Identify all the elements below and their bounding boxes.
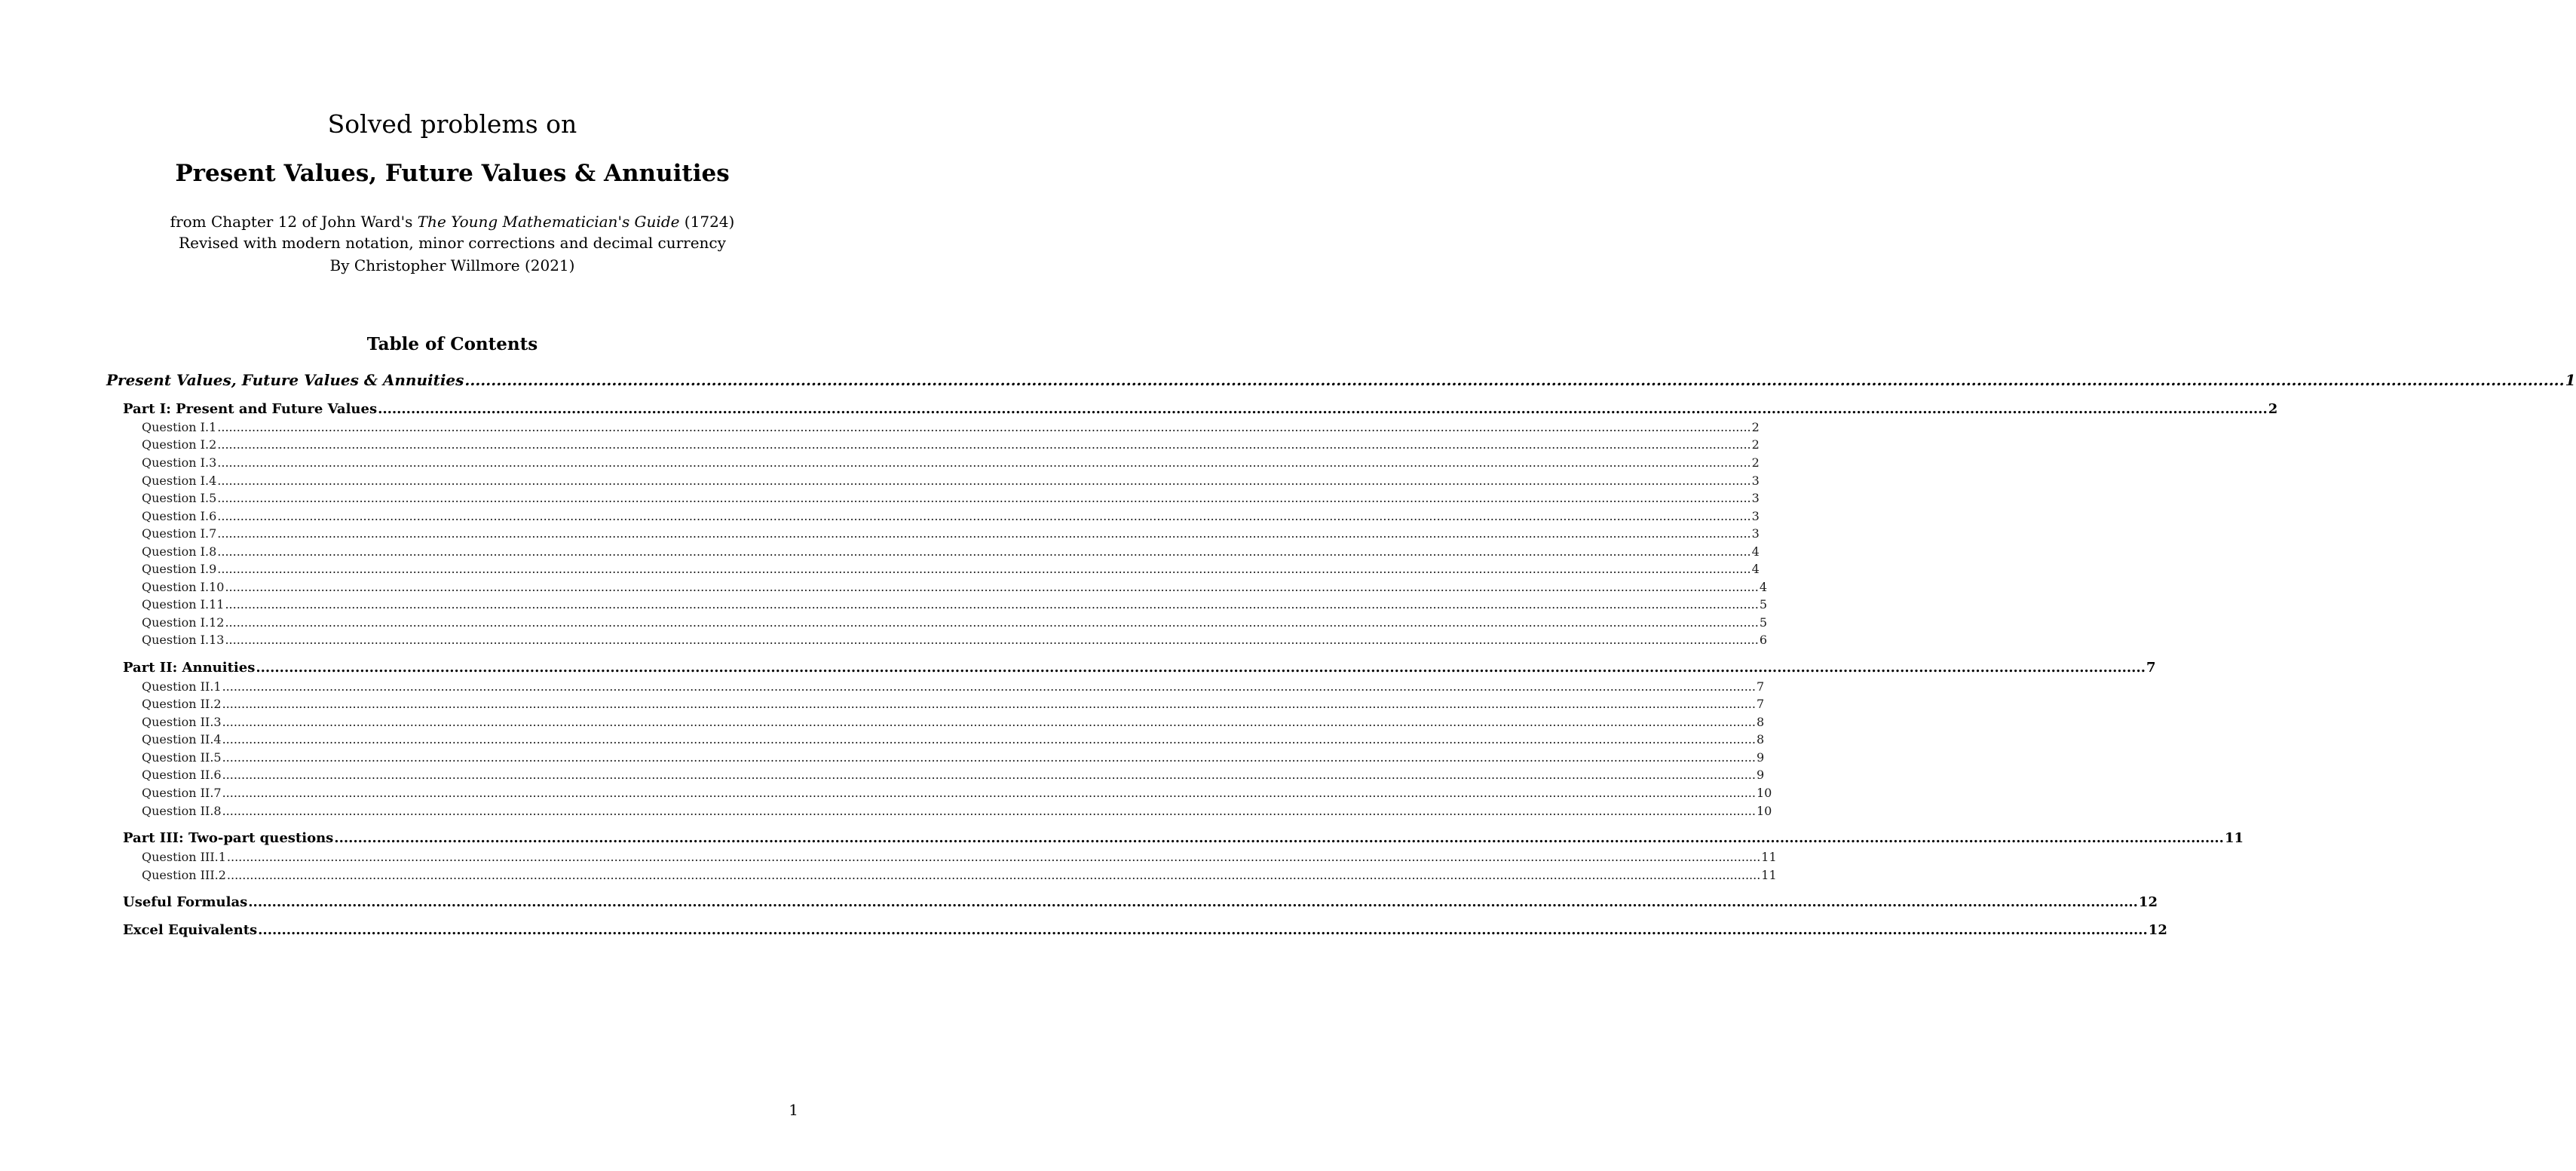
source-prefix: from Chapter 12 of John Ward's [170, 213, 418, 231]
toc-leader: ................................................................................................................................................................................................................................................................................................................................................................................................................ [217, 544, 1751, 559]
toc-leader: ................................................................................................................................................................................................................................................................................................................................................................................................................ [217, 455, 1751, 470]
toc-entry-page: 12 [2138, 894, 2158, 910]
toc-entry-question[interactable] [142, 866, 1777, 884]
toc-entry-label: Question I.13 [142, 633, 225, 647]
toc-entry-question[interactable] [142, 489, 1760, 507]
toc-entry-question[interactable] [142, 560, 1760, 578]
toc-leader: ................................................................................................................................................................................................................................................................................................................................................................................................................ [464, 371, 2565, 389]
toc-entry-label: Question I.8 [142, 544, 217, 559]
toc-entry-page: 3 [1751, 474, 1760, 488]
toc-entry-page: 8 [1756, 732, 1765, 746]
toc-leader: ................................................................................................................................................................................................................................................................................................................................................................................................................ [222, 697, 1756, 711]
toc-entry-page: 5 [1759, 597, 1767, 612]
toc-leader: ................................................................................................................................................................................................................................................................................................................................................................................................................ [226, 868, 1761, 882]
toc-entry-page: 9 [1756, 768, 1765, 782]
toc-leader: ................................................................................................................................................................................................................................................................................................................................................................................................................ [378, 401, 2268, 417]
toc-entry-page: 9 [1756, 750, 1765, 765]
toc-entry-label: Question II.3 [142, 715, 222, 729]
toc-entry-question[interactable] [142, 596, 1767, 614]
toc-leader: ................................................................................................................................................................................................................................................................................................................................................................................................................ [217, 509, 1751, 523]
toc-entry-question[interactable] [142, 436, 1760, 454]
source-line [0, 210, 905, 233]
toc-leader: ................................................................................................................................................................................................................................................................................................................................................................................................................ [334, 830, 2224, 846]
toc-entry-question[interactable] [142, 678, 1765, 696]
toc-entry-label: Question II.5 [142, 750, 222, 765]
toc-entry-part2[interactable] [123, 658, 2156, 678]
toc-entry-label: Question I.9 [142, 562, 217, 576]
toc-entry-label: Question I.6 [142, 509, 217, 523]
toc-entry-question[interactable] [142, 543, 1760, 561]
toc-heading: Table of Contents [366, 334, 538, 354]
toc-leader: ................................................................................................................................................................................................................................................................................................................................................................................................................ [256, 660, 2146, 676]
page-number: 1 [789, 1101, 798, 1119]
author-line: By Christopher Willmore (2021) [329, 256, 575, 274]
toc-leader: ................................................................................................................................................................................................................................................................................................................................................................................................................ [222, 715, 1756, 729]
toc-leader: ................................................................................................................................................................................................................................................................................................................................................................................................................ [248, 894, 2138, 910]
toc-entry-label: Question I.1 [142, 420, 217, 434]
toc-entry-page: 6 [1759, 633, 1767, 647]
toc-leader: ................................................................................................................................................................................................................................................................................................................................................................................................................ [226, 850, 1761, 864]
toc-entry-question[interactable] [142, 766, 1765, 784]
toc-entry-page: 3 [1751, 509, 1760, 523]
toc-entry-page: 11 [1761, 850, 1777, 864]
toc-leader: ................................................................................................................................................................................................................................................................................................................................................................................................................ [222, 768, 1756, 782]
pre-title: Solved problems on [327, 109, 577, 139]
toc-entry-page: 2 [1751, 420, 1760, 434]
toc-entry-question[interactable] [142, 848, 1777, 866]
toc-entry-label: Part III: Two-part questions [123, 830, 334, 846]
toc-entry-page: 2 [1751, 455, 1760, 470]
toc-entry-page: 5 [1759, 615, 1767, 630]
toc-entry-question[interactable] [142, 578, 1767, 596]
toc-entry-label: Question I.2 [142, 437, 217, 452]
toc-leader: ................................................................................................................................................................................................................................................................................................................................................................................................................ [217, 562, 1751, 576]
toc-entry-label: Question II.8 [142, 804, 222, 818]
toc-entry-excel-equivalents[interactable] [123, 921, 2167, 940]
toc-entry-question[interactable] [142, 507, 1760, 526]
toc-entry-label: Question III.2 [142, 868, 226, 882]
toc-leader: ................................................................................................................................................................................................................................................................................................................................................................................................................ [225, 597, 1759, 612]
toc-entry-page: 3 [1751, 526, 1760, 541]
toc-entry-label: Part II: Annuities [123, 660, 256, 676]
toc-entry-page: 11 [2224, 830, 2244, 846]
document-title: Present Values, Future Values & Annuities [175, 160, 730, 187]
toc-entry-question[interactable] [142, 525, 1760, 543]
toc-entry-label: Question II.4 [142, 732, 222, 746]
toc-leader: ................................................................................................................................................................................................................................................................................................................................................................................................................ [225, 633, 1759, 647]
toc-leader: ................................................................................................................................................................................................................................................................................................................................................................................................................ [258, 922, 2148, 938]
toc-leader: ................................................................................................................................................................................................................................................................................................................................................................................................................ [225, 615, 1759, 630]
toc-entry-question[interactable] [142, 784, 1772, 802]
toc-leader: ................................................................................................................................................................................................................................................................................................................................................................................................................ [217, 437, 1751, 452]
toc-leader: ................................................................................................................................................................................................................................................................................................................................................................................................................ [217, 491, 1751, 505]
toc-entry-label: Question III.1 [142, 850, 226, 864]
toc-entry-label: Question II.7 [142, 786, 222, 800]
toc-entry-question[interactable] [142, 695, 1765, 713]
toc-entry-label: Question I.10 [142, 580, 225, 594]
toc-entry-question[interactable] [142, 731, 1765, 749]
toc-entry-page: 10 [1756, 804, 1772, 818]
toc-leader: ................................................................................................................................................................................................................................................................................................................................................................................................................ [225, 580, 1759, 594]
toc-leader: ................................................................................................................................................................................................................................................................................................................................................................................................................ [222, 786, 1756, 800]
toc-entry-label: Question II.2 [142, 697, 222, 711]
toc-entry-page: 12 [2148, 922, 2167, 938]
toc-entry-page: 7 [2146, 660, 2156, 676]
revision-note: Revised with modern notation, minor corrections and decimal currency [179, 234, 726, 252]
toc-entry-page: 3 [1751, 491, 1760, 505]
toc-entry-label: Question I.4 [142, 474, 217, 488]
toc-entry-page: 11 [1761, 868, 1777, 882]
toc-leader: ................................................................................................................................................................................................................................................................................................................................................................................................................ [222, 804, 1756, 818]
toc-entry-page: 7 [1756, 697, 1765, 711]
toc-leader: ................................................................................................................................................................................................................................................................................................................................................................................................................ [217, 420, 1751, 434]
toc-entry-label: Part I: Present and Future Values [123, 401, 378, 417]
toc-entry-label: Question I.12 [142, 615, 225, 630]
toc-entry-question[interactable] [142, 454, 1760, 472]
toc-leader: ................................................................................................................................................................................................................................................................................................................................................................................................................ [217, 526, 1751, 541]
toc-entry-question[interactable] [142, 631, 1767, 649]
toc-entry-label: Question I.3 [142, 455, 217, 470]
toc-entry-question[interactable] [142, 713, 1765, 731]
toc-entry-useful-formulas[interactable] [123, 893, 2158, 912]
toc-entry-page: 4 [1751, 562, 1760, 576]
toc-entry-page: 2 [2268, 401, 2278, 417]
toc-entry-part1[interactable] [123, 400, 2278, 419]
toc-entry-page: 4 [1759, 580, 1767, 594]
toc-entry-label: Excel Equivalents [123, 922, 258, 938]
toc-entry-question[interactable] [142, 614, 1767, 632]
toc-entry-question[interactable] [142, 802, 1772, 820]
toc-leader: ................................................................................................................................................................................................................................................................................................................................................................................................................ [222, 750, 1756, 765]
toc-leader: ................................................................................................................................................................................................................................................................................................................................................................................................................ [217, 474, 1751, 488]
toc-entry-question[interactable] [142, 472, 1760, 490]
toc-entry-label: Question I.11 [142, 597, 225, 612]
toc-entry-part3[interactable] [123, 829, 2244, 848]
toc-entry-page: 8 [1756, 715, 1765, 729]
toc-entry-page: 4 [1751, 544, 1760, 559]
toc-entry-page: 1 [2565, 371, 2576, 389]
source-suffix: (1724) [679, 213, 735, 231]
toc-entry-label: Question I.7 [142, 526, 217, 541]
toc-leader: ................................................................................................................................................................................................................................................................................................................................................................................................................ [222, 679, 1756, 694]
toc-entry-page: 2 [1751, 437, 1760, 452]
toc-entry-label: Useful Formulas [123, 894, 248, 910]
toc-entry-question[interactable] [142, 418, 1760, 437]
toc-entry-label: Question I.5 [142, 491, 217, 505]
toc-entry-question[interactable] [142, 749, 1765, 767]
toc-entry-label: Present Values, Future Values & Annuities [106, 371, 464, 389]
toc-entry-page: 7 [1756, 679, 1765, 694]
toc-entry-label: Question II.6 [142, 768, 222, 782]
source-book-title: The Young Mathematician's Guide [417, 213, 680, 231]
toc-entry-page: 10 [1756, 786, 1772, 800]
toc-entry-main[interactable] [106, 369, 2576, 391]
toc-entry-label: Question II.1 [142, 679, 222, 694]
toc-leader: ................................................................................................................................................................................................................................................................................................................................................................................................................ [222, 732, 1756, 746]
